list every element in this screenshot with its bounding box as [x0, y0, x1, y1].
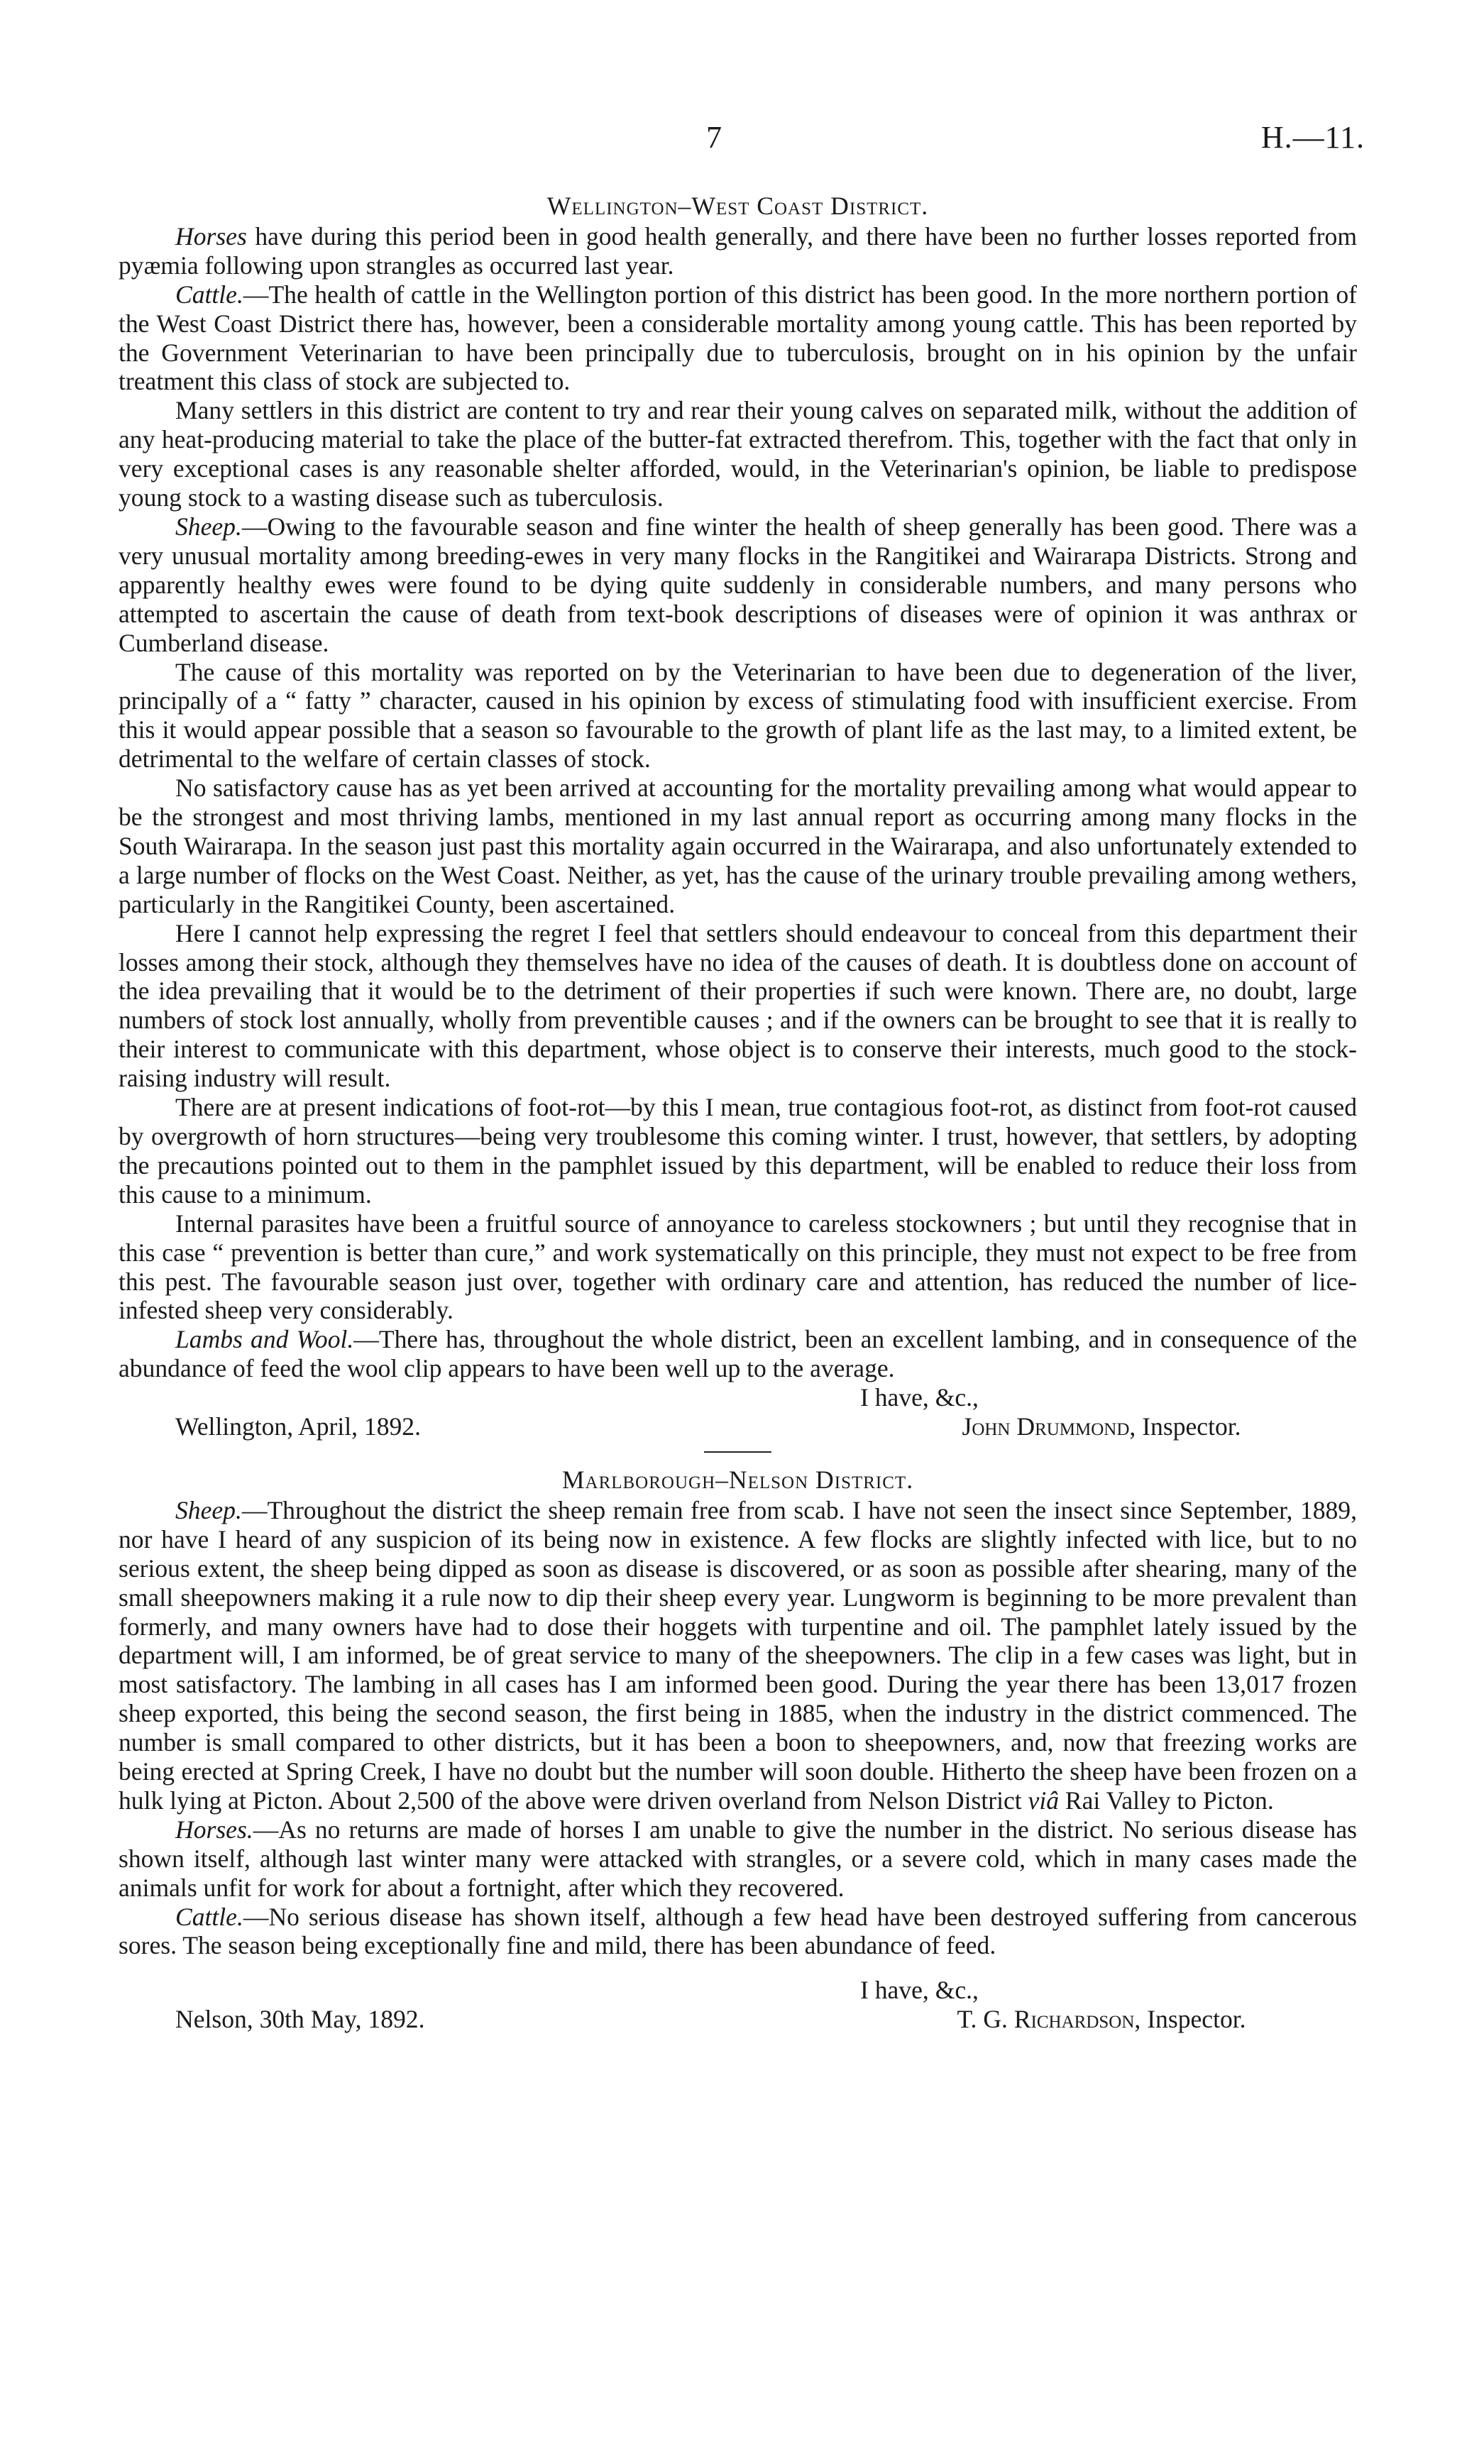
wellington-closing: I have, &c.,	[860, 1383, 979, 1412]
cattle-label: Cattle.	[175, 1902, 243, 1931]
marlborough-signoff	[119, 2005, 1357, 2034]
wellington-signatory-title: , Inspector.	[1129, 1412, 1241, 1441]
wellington-settlers-paragraph: Many settlers in this district are content to try and rear their young calves on separated milk, without the addition of any heat-producing material to take the place of the butter-fat extracted therefrom. This, together with the fact that only in very exceptional cases is any reasonable shelter afforded, would, in the Veterinarian's opinion, be liable to predispose young stock to a wasting disease such as tuberculosis.	[119, 396, 1357, 512]
wellington-heading: Wellington–West Coast District.	[546, 192, 929, 220]
wellington-cattle-paragraph	[119, 280, 1357, 397]
marlborough-cattle-paragraph	[119, 1903, 1357, 1961]
marlborough-sheep-paragraph	[119, 1496, 1357, 1815]
wellington-sheep-paragraph	[119, 512, 1357, 658]
lambs-text: —There has, throughout the whole district, been an excellent lambing, and in consequence of the abundance of feed the wool clip appears to have been well up to the average.	[119, 1325, 1357, 1383]
marlborough-horses-paragraph	[119, 1815, 1357, 1903]
cattle-text: —The health of cattle in the Wellington portion of this district has been good. In the more northern portion of the West Coast District there has, however, been a considerable mortality among young cattle. This has been reported by the Government Veterinarian to have been principally due to tuberculosis, brought on in his opinion by the unfair treatment this class of stock are subjected to.	[119, 280, 1357, 396]
page-number: 7	[706, 120, 722, 155]
lambs-label: Lambs and Wool.	[175, 1325, 354, 1354]
wellington-horses-paragraph	[119, 222, 1357, 280]
wellington-place-date: Wellington, April, 1892.	[175, 1412, 421, 1441]
sheep-text-b: Rai Valley to Picton.	[1059, 1786, 1274, 1815]
wellington-footrot-paragraph: There are at present indications of foot-rot—by this I mean, true contagious foot-rot, as distinct from foot-rot caused by overgrowth of horn structures—being very troublesome this coming winter. I trust, however, that settlers, by adopting the precautions pointed out to them in the pamphlet issued by this department, will be enabled to reduce their loss from this cause to a minimum.	[119, 1093, 1357, 1209]
wellington-lamb-mortality-paragraph: No satisfactory cause has as yet been arrived at accounting for the mortality prevailing among what would appear to be the strongest and most thriving lambs, mentioned in my last annual report as occurring among many flocks in the South Wairarapa. In the season just past this mortality again occurred in the Wairarapa, and also unfortunately extended to a large number of flocks on the West Coast. Neither, as yet, has the cause of the urinary trouble prevailing among wethers, particularly in the Rangitikei County, been ascertained.	[119, 774, 1357, 918]
sheep-label: Sheep.	[175, 1495, 242, 1524]
marlborough-signatory-title: , Inspector.	[1134, 2005, 1246, 2034]
horses-text: —As no returns are made of horses I am unable to give the number in the district. No serious disease has shown itself, although last winter many were attacked with strangles, or a severe cold, which in many cases made the animals unfit for work for about a fortnight, after which they recovered.	[119, 1815, 1357, 1902]
spacer	[119, 1960, 1357, 1976]
sheep-via: viâ	[1028, 1786, 1060, 1815]
document-reference: H.—11.	[1260, 120, 1365, 155]
wellington-section	[119, 192, 1357, 1441]
marlborough-signatory-name: T. G. Richardson	[957, 2005, 1135, 2034]
horses-label: Horses.	[175, 1815, 253, 1844]
report-body	[119, 192, 1357, 2034]
wellington-signatory-name: John Drummond	[962, 1412, 1130, 1441]
cattle-label: Cattle.	[175, 280, 243, 309]
sheep-text: —Owing to the favourable season and fine winter the health of sheep generally has been good. There was a very unusual mortality among breeding-ewes in very many flocks in the Rangitikei and Wairarapa Districts. Strong and apparently healthy ewes were found to be dying quite suddenly in considerable numbers, and many persons who attempted to ascertain the cause of death from text-book descriptions of diseases were of opinion it was anthrax or Cumberland disease.	[119, 512, 1357, 657]
marlborough-section	[119, 1465, 1357, 2034]
horses-label: Horses	[175, 221, 247, 251]
cattle-text: —No serious disease has shown itself, although a few head have been destroyed suffering from cancerous sores. The season being exceptionally fine and mild, there has been abundance of feed.	[119, 1902, 1357, 1960]
section-divider	[704, 1451, 771, 1453]
wellington-cause-paragraph: The cause of this mortality was reported on by the Veterinarian to have been due to degeneration of the liver, principally of a “ fatty ” character, caused in his opinion by excess of stimulating food with insufficient exercise. From this it would appear possible that a season so favourable to the growth of plant life as the last may, to a limited extent, be detrimental to the welfare of certain classes of stock.	[119, 657, 1357, 774]
wellington-parasites-paragraph: Internal parasites have been a fruitful source of annoyance to careless stockowners ; but until they recognise that in this case “ prevention is better than cure,” and work systematically on this principle, they must not expect to be free from this pest. The favourable season just over, together with ordinary care and attention, has reduced the number of lice-infested sheep very considerably.	[119, 1209, 1357, 1325]
wellington-concealment-paragraph: Here I cannot help expressing the regret I feel that settlers should endeavour to conceal from this department their losses among their stock, although they themselves have no idea of the causes of death. It is doubtless done on account of the idea prevailing that it would be to the detriment of their properties if such were known. There are, no doubt, large numbers of stock lost annually, wholly from preventible causes ; and if the owners can be brought to see that it is really to their interest to communicate with this department, whose object is to conserve their interests, much good to the stock-raising industry will result.	[119, 918, 1357, 1093]
marlborough-closing: I have, &c.,	[860, 1976, 979, 2005]
wellington-signature	[853, 1412, 1357, 1441]
marlborough-heading: Marlborough–Nelson District.	[561, 1465, 914, 1494]
marlborough-signature	[853, 2005, 1357, 2034]
wellington-signoff	[119, 1412, 1357, 1441]
sheep-label: Sheep.	[175, 512, 242, 541]
horses-text: have during this period been in good health generally, and there have been no further losses reported from pyæmia following upon strangles as occurred last year.	[119, 221, 1357, 280]
sheep-text-a: —Throughout the district the sheep remain free from scab. I have not seen the insect since September, 1889, nor have I heard of any suspicion of its being now in existence. A few flocks are slightly infected with lice, but to no serious extent, the sheep being dipped as soon as disease is discovered, or as soon as possible after shearing, many of the small sheepowners making it a rule now to dip their sheep every year. Lungworm is beginning to be more prevalent than formerly, and many owners have had to dose their hoggets with turpentine and oil. The pamphlet lately issued by the department will, I am informed, be of great service to many of the sheepowners. The clip in a few cases was light, but in most satisfactory. The lambing in all cases has I am informed been good. During the year there has been 13,017 frozen sheep exported, this being the second season, the first being in 1885, when the industry in the district commenced. The number is small compared to other districts, but it has been a boon to sheepowners, and, now that freezing works are being erected at Spring Creek, I have no doubt but the number will soon double. Hitherto the sheep have been frozen on a hulk lying at Picton. About 2,500 of the above were driven overland from Nelson District	[119, 1495, 1357, 1815]
marlborough-place-date: Nelson, 30th May, 1892.	[175, 2005, 425, 2034]
wellington-lambs-paragraph	[119, 1325, 1357, 1383]
